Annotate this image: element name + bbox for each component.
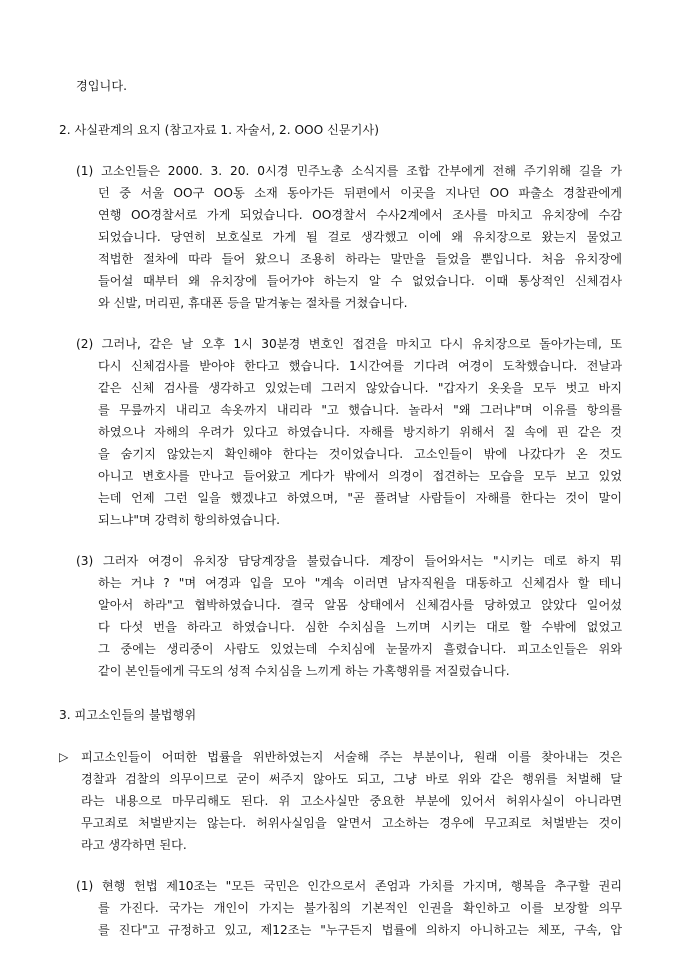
paragraph-line: (2) 그러나, 같은 날 오후 1시 30분경 변호인 접견을 마치고 다시 유치장으로 돌아가는데, 또 — [76, 337, 622, 351]
note-line: 라는 내용으로 마무리해도 된다. 위 고소사실만 중요한 부분에 있어서 허위사실이 아니라면 — [81, 794, 622, 808]
paragraph-line: (1) 현행 헌법 제10조는 "모든 국민은 인간으로서 존엄과 가치를 가지며, 행복을 추구할 권리 — [76, 879, 622, 893]
note-line: 라고 생각하면 된다. — [81, 838, 187, 852]
paragraph-line: 던 중 서울 OO구 OO동 소재 동아가든 뒤편에서 이곳을 지나던 OO 파출소 경찰관에게 — [98, 186, 622, 200]
paragraph-line: 와 신발, 머리핀, 휴대폰 등을 맡겨놓는 절차를 거쳤습니다. — [98, 296, 408, 310]
paragraph-line: 을 숨기지 않았는지 확인해야 한다는 것이었습니다. 고소인들이 밖에 나갔다가 온 것도 — [98, 447, 622, 461]
paragraph-line: 같이 본인들에게 극도의 성적 수치심을 느끼게 하는 가혹행위를 저질렀습니다. — [98, 664, 510, 678]
paragraph-line: 연행 OO경찰서로 가게 되었습니다. OO경찰서 수사2계에서 조사를 마치고 유치장에 수감 — [98, 208, 622, 222]
paragraph-line: 되느냐"며 강력히 항의하였습니다. — [98, 513, 281, 527]
triangle-bullet-icon: ▷ — [59, 750, 69, 764]
paragraph-line: 는데 언제 그런 일을 했겠냐고 하였으며, "곧 풀려날 사람들이 자해를 한다는 것이 말이 — [98, 491, 622, 505]
paragraph-line: 알아서 하라"고 협박하였습니다. 결국 알몸 상태에서 신체검사를 당하였고 앉았다 일어섰 — [98, 598, 622, 612]
note-line: 경찰과 검찰의 의무이므로 굳이 써주지 않아도 되고, 그냥 바로 위와 같은 행위를 처벌해 달 — [81, 772, 622, 786]
paragraph-line: 같은 신체 검사를 생각하고 있었는데 그러지 않았습니다. "갑자기 옷옷을 모두 벗고 바지 — [98, 381, 622, 395]
paragraph-line: 아니고 변호사를 만나고 들어왔고 게다가 밖에서 의경이 접견하는 모습을 모두 보고 있었 — [98, 469, 622, 483]
note-line: 무고죄로 처벌받지는 않는다. 허위사실임을 알면서 고소하는 경우에 무고죄로 처벌받는 것이 — [81, 816, 622, 830]
section-3-heading: 3. 피고소인들의 불법행위 — [59, 708, 197, 722]
paragraph-line: 다시 신체검사를 받아야 한다고 했습니다. 1시간여를 기다려 여경이 도착했습니다. 전날과 — [98, 359, 622, 373]
paragraph-line: 들어설 때부터 왜 유치장에 들어가야 하는지 알 수 없었습니다. 이때 통상적인 신체검사 — [98, 274, 622, 288]
paragraph-line: 되었습니다. 당연히 보호실로 가게 될 걸로 생각했고 이에 왜 유치장으로 왔는지 물었고 — [98, 230, 622, 244]
paragraph-line: 그 중에는 생리중이 사람도 있었는데 수치심에 눈물까지 흘렸습니다. 피고소인들은 위와 — [98, 642, 622, 656]
paragraph-line: 다 다섯 번을 하라고 하였습니다. 심한 수치심을 느끼며 시키는 대로 할 수밖에 없었고 — [98, 620, 622, 634]
paragraph-line: 를 진다"고 규정하고 있고, 제12조는 "누구든지 법률에 의하지 아니하고는 체포, 구속, 압 — [98, 923, 622, 937]
paragraph-line: (1) 고소인들은 2000. 3. 20. 0시경 민주노총 소식지를 조합 간부에게 전해 주기위해 길을 가 — [76, 164, 622, 178]
paragraph-line: 하였으나 자해의 우려가 있다고 하였습니다. 자해를 방지하기 위해서 질 속에 핀 같은 것 — [98, 425, 622, 439]
paragraph-line: (3) 그러자 여경이 유치장 담당계장을 불렀습니다. 계장이 들어와서는 "시키는 데로 하지 뭐 — [76, 554, 622, 568]
note-line: 피고소인들이 어떠한 법률을 위반하였는지 서술해 주는 부분이나, 원래 이를 찾아내는 것은 — [81, 750, 622, 764]
intro-tail: 경입니다. — [76, 79, 127, 93]
paragraph-line: 를 무릎까지 내리고 속옷까지 내리라 "고 했습니다. 놀라서 "왜 그러냐"며 이유를 항의를 — [98, 403, 622, 417]
paragraph-line: 하는 거냐 ? "며 여경과 입을 모아 "계속 이러면 남자직원을 대동하고 신체검사 할 테니 — [98, 576, 622, 590]
paragraph-line: 적법한 절차에 따라 들어 왔으니 조용히 하라는 말만을 들었을 뿐입니다. 처음 유치장에 — [98, 252, 622, 266]
paragraph-line: 를 가진다. 국가는 개인이 가지는 불가침의 기본적인 인권을 확인하고 이를 보장할 의무 — [98, 901, 622, 915]
section-2-heading: 2. 사실관계의 요지 (참고자료 1. 자술서, 2. OOO 신문기사) — [59, 123, 379, 137]
